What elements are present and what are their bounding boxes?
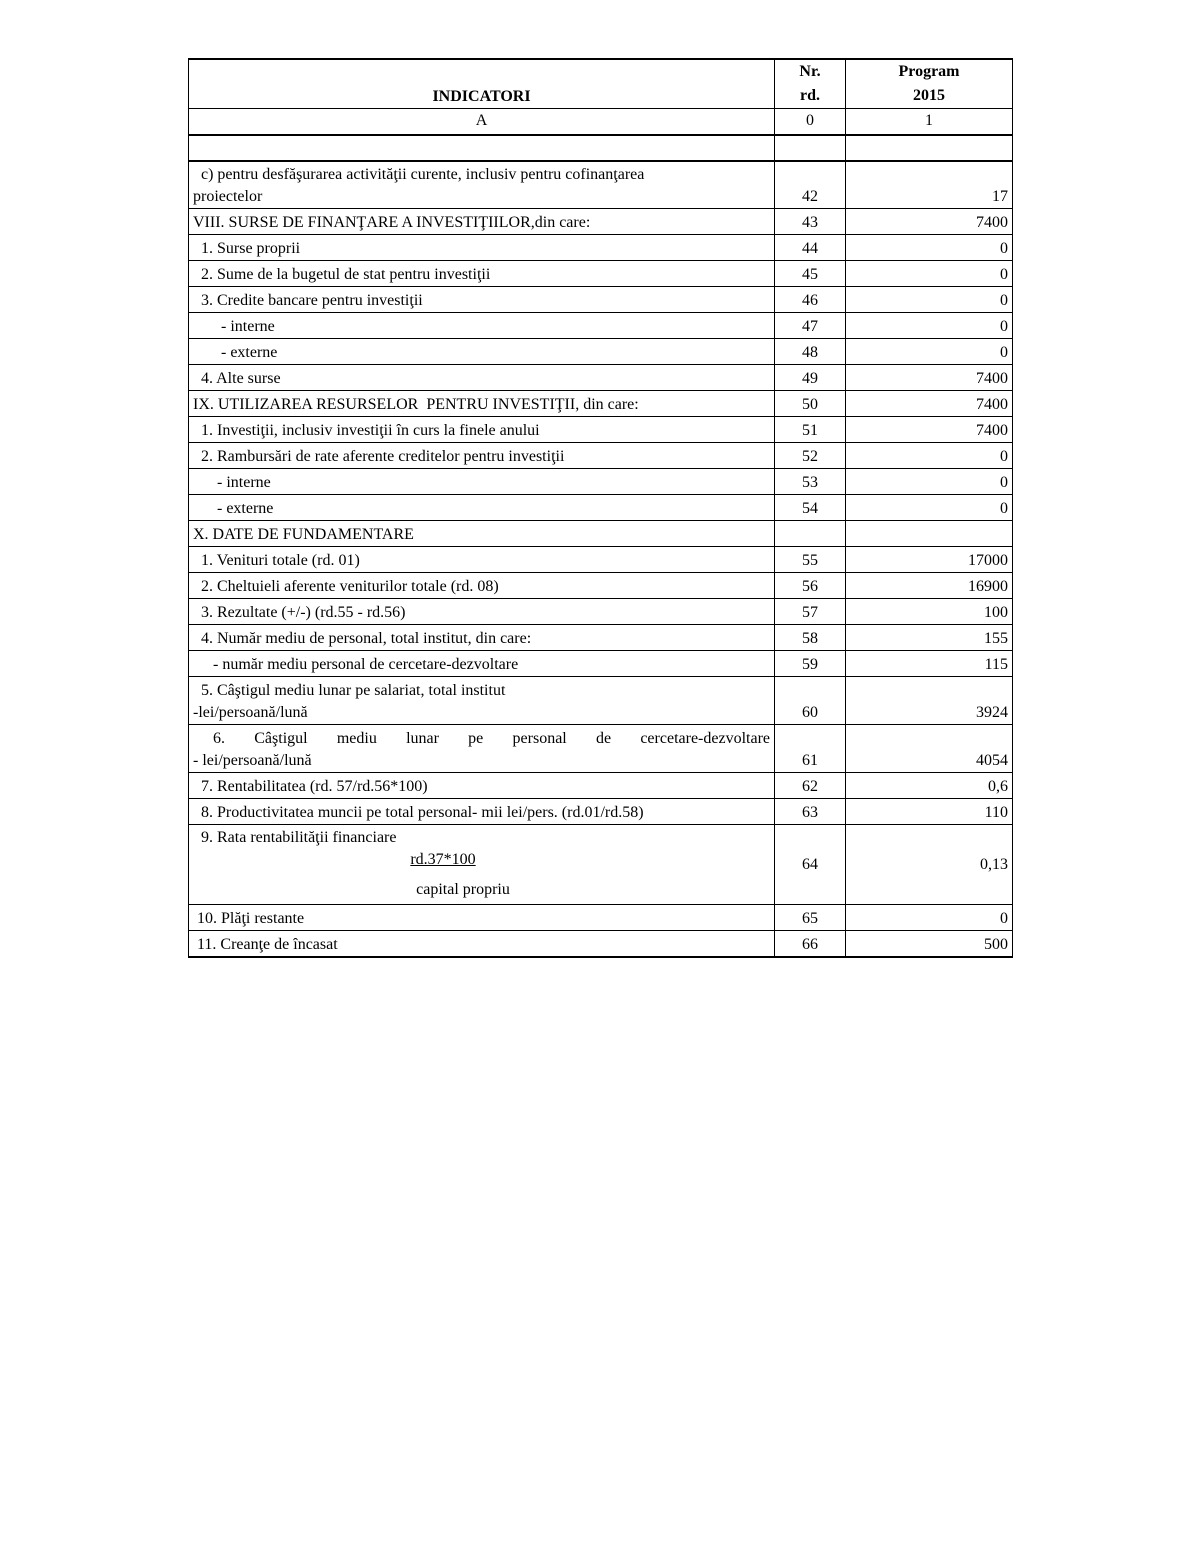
table-row [189, 599, 1013, 625]
table-row [189, 905, 1013, 931]
row-value: 4054 [846, 725, 1013, 773]
row-label: 4. Număr mediu de personal, total institut, din care: [189, 625, 775, 651]
row-number: 55 [775, 547, 846, 573]
row-value: 0 [846, 495, 1013, 521]
row-value [846, 521, 1013, 547]
header-program-line1: Program [898, 63, 960, 80]
row-label [189, 725, 775, 773]
row-value: 0,6 [846, 773, 1013, 799]
row-number: 48 [775, 339, 846, 365]
row-number: 58 [775, 625, 846, 651]
row-value: 16900 [846, 573, 1013, 599]
row-label: 1. Investiţii, inclusiv investiţii în curs la finele anului [189, 417, 775, 443]
row-label-line1: 6. Câştigul mediu lunar pe personal de cercetare-dezvoltare [213, 730, 770, 747]
row-number: 51 [775, 417, 846, 443]
row-label: 2. Cheltuieli aferente veniturilor totale (rd. 08) [189, 573, 775, 599]
row-value: 500 [846, 931, 1013, 957]
row-value: 0 [846, 235, 1013, 261]
row-value: 0 [846, 905, 1013, 931]
row-number: 44 [775, 235, 846, 261]
table-row [189, 287, 1013, 313]
table-row [189, 209, 1013, 235]
table-row [189, 773, 1013, 799]
header-indicatori: INDICATORI [189, 59, 775, 109]
row-number: 52 [775, 443, 846, 469]
row-value: 115 [846, 651, 1013, 677]
table-row [189, 417, 1013, 443]
table-row [189, 725, 1013, 773]
row-label: - interne [189, 469, 775, 495]
row-number [775, 521, 846, 547]
table-row [189, 931, 1013, 957]
row-number: 62 [775, 773, 846, 799]
row-label: 10. Plăţi restante [189, 905, 775, 931]
row-value: 0 [846, 443, 1013, 469]
table-row [189, 469, 1013, 495]
row-number: 56 [775, 573, 846, 599]
row-label: 5. Câştigul mediu lunar pe salariat, total institut -lei/persoană/lună [189, 677, 775, 725]
row-label: 1. Surse proprii [189, 235, 775, 261]
table-row [189, 495, 1013, 521]
row-value: 17 [846, 161, 1013, 209]
row-number: 45 [775, 261, 846, 287]
fraction-numerator: rd.37*100 [410, 851, 476, 868]
row-number: 53 [775, 469, 846, 495]
table-row [189, 521, 1013, 547]
table-row [189, 339, 1013, 365]
row-value: 0 [846, 261, 1013, 287]
row-value: 155 [846, 625, 1013, 651]
header-program-line2: 2015 [913, 87, 945, 104]
row-label: VIII. SURSE DE FINANŢARE A INVESTIŢIILOR,din care: [189, 209, 775, 235]
row-number: 50 [775, 391, 846, 417]
table-row [189, 799, 1013, 825]
row-value: 3924 [846, 677, 1013, 725]
header-nr-line2: rd. [800, 87, 820, 104]
table-row [189, 235, 1013, 261]
header-row [189, 59, 1013, 109]
row-value: 0 [846, 339, 1013, 365]
table-row [189, 261, 1013, 287]
table-row [189, 677, 1013, 725]
row-value: 100 [846, 599, 1013, 625]
row-value: 7400 [846, 209, 1013, 235]
row-label: c) pentru desfăşurarea activităţii curente, inclusiv pentru cofinanţarea proiectelor [189, 161, 775, 209]
row-number: 43 [775, 209, 846, 235]
table-row [189, 391, 1013, 417]
row-number: 59 [775, 651, 846, 677]
row-number: 46 [775, 287, 846, 313]
fraction-denominator: capital propriu [416, 881, 510, 898]
row-label: - externe [189, 495, 775, 521]
row-label-line1: 9. Rata rentabilităţii financiare [193, 829, 397, 846]
column-letter-0: 0 [775, 109, 846, 135]
row-label: 2. Rambursări de rate aferente creditelor pentru investiţii [189, 443, 775, 469]
row-label: 7. Rentabilitatea (rd. 57/rd.56*100) [189, 773, 775, 799]
table-row [189, 651, 1013, 677]
row-number: 61 [775, 725, 846, 773]
row-label: 2. Sume de la bugetul de stat pentru investiţii [189, 261, 775, 287]
row-label: 3. Credite bancare pentru investiţii [189, 287, 775, 313]
row-value: 0,13 [846, 825, 1013, 905]
table-row [189, 573, 1013, 599]
row-value: 17000 [846, 547, 1013, 573]
row-label-line2: - lei/persoană/lună [193, 752, 312, 769]
row-label: 3. Rezultate (+/-) (rd.55 - rd.56) [189, 599, 775, 625]
header-nr-rd [775, 59, 846, 109]
table-row [189, 313, 1013, 339]
indicators-table [188, 58, 1013, 958]
row-number: 66 [775, 931, 846, 957]
table-row [189, 161, 1013, 209]
row-label: - număr mediu personal de cercetare-dezvoltare [189, 651, 775, 677]
row-number: 65 [775, 905, 846, 931]
row-label: 8. Productivitatea muncii pe total personal- mii lei/pers. (rd.01/rd.58) [189, 799, 775, 825]
row-label: X. DATE DE FUNDAMENTARE [189, 521, 775, 547]
table-row [189, 547, 1013, 573]
row-number: 64 [775, 825, 846, 905]
table-row [189, 443, 1013, 469]
table-row [189, 825, 1013, 905]
row-value: 0 [846, 469, 1013, 495]
row-label: IX. UTILIZAREA RESURSELOR PENTRU INVESTIŢII, din care: [189, 391, 775, 417]
table-row [189, 365, 1013, 391]
row-value: 110 [846, 799, 1013, 825]
row-label: - externe [189, 339, 775, 365]
row-number: 63 [775, 799, 846, 825]
row-value: 7400 [846, 391, 1013, 417]
row-value: 0 [846, 313, 1013, 339]
row-number: 57 [775, 599, 846, 625]
row-number: 42 [775, 161, 846, 209]
blank-row [189, 135, 1013, 161]
row-number: 47 [775, 313, 846, 339]
column-letter-1: 1 [846, 109, 1013, 135]
row-number: 54 [775, 495, 846, 521]
row-label: 4. Alte surse [189, 365, 775, 391]
row-label: - interne [189, 313, 775, 339]
header-program [846, 59, 1013, 109]
column-letter-a: A [189, 109, 775, 135]
row-value: 7400 [846, 365, 1013, 391]
row-number: 49 [775, 365, 846, 391]
table-row [189, 625, 1013, 651]
column-letters-row [189, 109, 1013, 135]
row-number: 60 [775, 677, 846, 725]
row-label: 1. Venituri totale (rd. 01) [189, 547, 775, 573]
row-value: 0 [846, 287, 1013, 313]
row-label: 11. Creanţe de încasat [189, 931, 775, 957]
row-value: 7400 [846, 417, 1013, 443]
header-nr-line1: Nr. [799, 63, 821, 80]
row-label [189, 825, 775, 905]
